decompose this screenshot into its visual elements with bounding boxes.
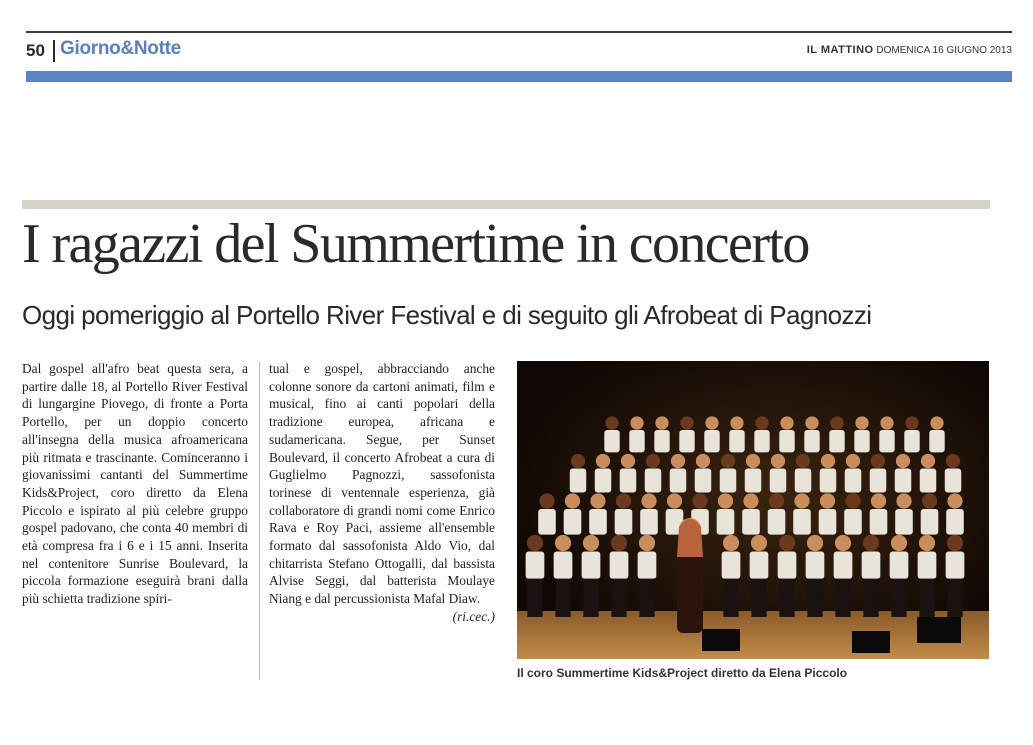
page-number: 50 — [26, 41, 45, 60]
chorister-shirt — [717, 509, 735, 535]
chorister-shirt — [820, 469, 837, 493]
chorister-shirt — [845, 469, 862, 493]
chorister-shirt — [779, 430, 794, 452]
chorister-head — [641, 493, 656, 508]
chorister-head — [630, 416, 643, 429]
chorister-skirt — [779, 579, 794, 617]
chorister-head — [723, 535, 739, 551]
chorister-head — [947, 493, 962, 508]
chorister-skirt — [835, 579, 850, 617]
chorister-head — [611, 535, 627, 551]
chorister-head — [855, 416, 868, 429]
chorister-head — [863, 535, 879, 551]
chorister-head — [880, 416, 893, 429]
chorister-head — [794, 493, 809, 508]
chorister-shirt — [806, 552, 825, 579]
chorister-skirt — [947, 579, 962, 617]
chorister-head — [871, 493, 886, 508]
chorister-shirt — [620, 469, 637, 493]
masthead — [807, 44, 1012, 56]
chorister-shirt — [754, 430, 769, 452]
chorister-shirt — [770, 469, 787, 493]
column-divider — [259, 362, 260, 680]
chorister-shirt — [945, 469, 962, 493]
chorister-head — [846, 454, 860, 468]
chorister-head — [718, 493, 733, 508]
chorister-head — [755, 416, 768, 429]
chorister-shirt — [729, 430, 744, 452]
article-column-1: Dal gospel all'afro beat questa sera, a partire dalle 18, al Portello River Festival di lungargine Piovego, di fronte a Porta Portello, per un doppio concerto all'insegna della musica afroamericana più ritmata e trascinante. Cominceranno i giovanissimi cantanti del Summertime Kids&Project, coro diretto da Elena Piccolo e ispirato al più celebre gruppo gospel padovano, che conta 40 membri di età compresa fra i 6 e i 15 anni. Inserita nel contenitore Sunrise Boulevard, la piccola formazione eseguirà brani dalla più schietta tradizione spiri- — [22, 361, 248, 607]
chorister-head — [730, 416, 743, 429]
chorister-head — [751, 535, 767, 551]
choir-photo-illustration — [517, 361, 989, 659]
chorister-head — [671, 454, 685, 468]
chorister-shirt — [654, 430, 669, 452]
choir-photo — [517, 361, 989, 659]
chorister-shirt — [870, 509, 888, 535]
chorister-shirt — [870, 469, 887, 493]
chorister-shirt — [670, 469, 687, 493]
chorister-shirt — [595, 469, 612, 493]
chorister-head — [807, 535, 823, 551]
chorister-shirt — [918, 552, 937, 579]
chorister-head — [596, 454, 610, 468]
chorister-shirt — [640, 509, 658, 535]
chorister-head — [571, 454, 585, 468]
chorister-head — [921, 454, 935, 468]
chorister-shirt — [615, 509, 633, 535]
chorister-shirt — [604, 430, 619, 452]
chorister-shirt — [895, 469, 912, 493]
chorister-head — [922, 493, 937, 508]
chorister-shirt — [904, 430, 919, 452]
photo-caption: Il coro Summertime Kids&Project diretto da Elena Piccolo — [517, 666, 848, 680]
chorister-head — [946, 454, 960, 468]
chorister-head — [947, 535, 963, 551]
chorister-head — [896, 454, 910, 468]
chorister-head — [705, 416, 718, 429]
chorister-shirt — [750, 552, 769, 579]
chorister-shirt — [538, 509, 556, 535]
chorister-skirt — [527, 579, 542, 617]
chorister-head — [721, 454, 735, 468]
chorister-head — [845, 493, 860, 508]
chorister-shirt — [570, 469, 587, 493]
chorister-head — [583, 535, 599, 551]
chorister-shirt — [704, 430, 719, 452]
chorister-shirt — [742, 509, 760, 535]
chorister-shirt — [829, 430, 844, 452]
chorister-head — [696, 454, 710, 468]
chorister-shirt — [679, 430, 694, 452]
chorister-shirt — [929, 430, 944, 452]
chorister-head — [769, 493, 784, 508]
chorister-shirt — [921, 509, 939, 535]
chorister-shirt — [879, 430, 894, 452]
chorister-head — [930, 416, 943, 429]
chorister-head — [821, 454, 835, 468]
chorister-skirt — [863, 579, 878, 617]
section-title: Giorno&Notte — [60, 38, 181, 59]
chorister-head — [621, 454, 635, 468]
chorister-head — [667, 493, 682, 508]
newspaper-name: IL MATTINO — [806, 44, 874, 56]
chorister-head — [646, 454, 660, 468]
chorister-head — [743, 493, 758, 508]
chorister-shirt — [582, 552, 601, 579]
chorister-shirt — [768, 509, 786, 535]
chorister-shirt — [834, 552, 853, 579]
chorister-shirt — [589, 509, 607, 535]
chorister-head — [655, 416, 668, 429]
chorister-skirt — [583, 579, 598, 617]
chorister-shirt — [745, 469, 762, 493]
issue-date: DOMENICA 16 GIUGNO 2013 — [876, 45, 1012, 56]
chorister-head — [805, 416, 818, 429]
article-column-2-text: tual e gospel, abbracciando anche colonne sonore da cartoni animati, film e musical, fino ai canti popolari della tradizione europea, africana e sudamericana. Segue, per Sunset Boulevard, il concerto Afrobeat a cura di Guglielmo Pagnozzi, sassofonista torinese di ventennale esperienza, già collaboratore di grandi nomi come Enrico Rava e Roy Paci, assieme all'ensemble formato dal sassofonista Aldo Vio, dal chitarrista Stefano Ottogalli, dal bassista Alvise Seggi, dal batterista Moulaye Niang e dal percussionista Mafal Diaw. — [269, 361, 495, 607]
chorister-shirt — [554, 552, 573, 579]
chorister-head — [539, 493, 554, 508]
chorister-shirt — [638, 552, 657, 579]
chorister-shirt — [920, 469, 937, 493]
article-headline: I ragazzi del Summertime in concerto — [22, 213, 809, 275]
chorister-head — [771, 454, 785, 468]
chorister-head — [555, 535, 571, 551]
chorister-shirt — [819, 509, 837, 535]
chorister-skirt — [723, 579, 738, 617]
chorister-shirt — [526, 552, 545, 579]
chorister-shirt — [645, 469, 662, 493]
chorister-head — [820, 493, 835, 508]
chorister-head — [692, 493, 707, 508]
chorister-shirt — [795, 469, 812, 493]
chorister-shirt — [946, 552, 965, 579]
headline-rule — [22, 200, 990, 209]
header-blue-band — [26, 71, 1012, 82]
chorister-shirt — [610, 552, 629, 579]
chorister-head — [527, 535, 543, 551]
article-subheadline: Oggi pomeriggio al Portello River Festival e di seguito gli Afrobeat di Pagnozzi — [22, 300, 872, 330]
chorister-head — [779, 535, 795, 551]
chorister-shirt — [722, 552, 741, 579]
chorister-shirt — [720, 469, 737, 493]
chorister-skirt — [639, 579, 654, 617]
chorister-shirt — [946, 509, 964, 535]
chorister-head — [605, 416, 618, 429]
header-top-rule — [26, 31, 1012, 33]
chorister-head — [835, 535, 851, 551]
chorister-head — [590, 493, 605, 508]
chorister-skirt — [611, 579, 626, 617]
chorister-head — [565, 493, 580, 508]
chorister-shirt — [695, 469, 712, 493]
chorister-head — [616, 493, 631, 508]
chorister-shirt — [854, 430, 869, 452]
chorister-head — [905, 416, 918, 429]
chorister-shirt — [862, 552, 881, 579]
article-column-2 — [269, 360, 495, 626]
chorister-skirt — [919, 579, 934, 617]
chorister-skirt — [555, 579, 570, 617]
chorister-head — [891, 535, 907, 551]
chorister-head — [871, 454, 885, 468]
chorister-head — [780, 416, 793, 429]
chorister-head — [639, 535, 655, 551]
chorister-skirt — [751, 579, 766, 617]
chorister-head — [896, 493, 911, 508]
chorister-shirt — [804, 430, 819, 452]
chorister-shirt — [844, 509, 862, 535]
chorister-shirt — [890, 552, 909, 579]
chorister-head — [830, 416, 843, 429]
chorister-shirt — [895, 509, 913, 535]
chorister-head — [796, 454, 810, 468]
author-signature: (ri.cec.) — [452, 608, 495, 624]
chorister-head — [746, 454, 760, 468]
chorister-shirt — [778, 552, 797, 579]
chorister-shirt — [629, 430, 644, 452]
chorister-skirt — [891, 579, 906, 617]
chorister-skirt — [807, 579, 822, 617]
chorister-head — [680, 416, 693, 429]
header-separator — [53, 40, 55, 62]
chorister-head — [919, 535, 935, 551]
chorister-shirt — [564, 509, 582, 535]
chorister-shirt — [793, 509, 811, 535]
